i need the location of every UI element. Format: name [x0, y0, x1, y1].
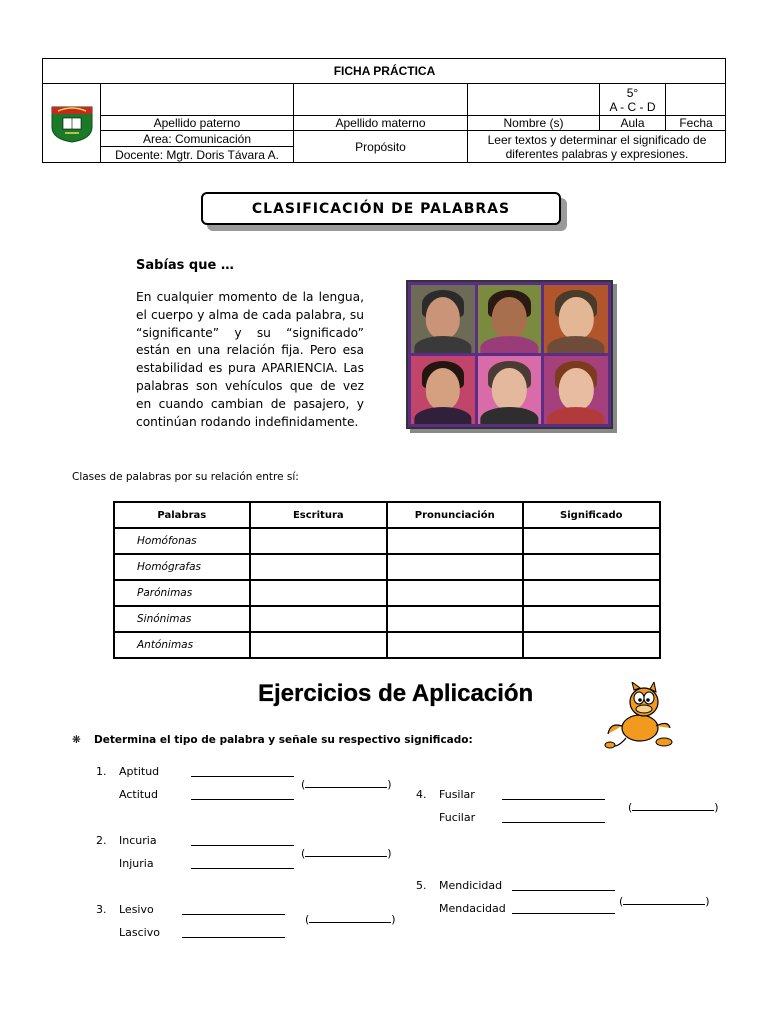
portrait-photo	[411, 356, 475, 424]
table-cell[interactable]	[387, 528, 523, 554]
apellido-materno-blank	[294, 84, 468, 116]
portrait-photo	[544, 285, 608, 353]
exercise-number: 3.	[96, 903, 107, 916]
answer-parenthesis[interactable]: ( )	[305, 913, 396, 926]
portrait-photo	[544, 356, 608, 424]
nombres-blank	[468, 84, 600, 116]
exercise-word: Injuria	[119, 857, 154, 870]
exercise-number: 5.	[416, 879, 427, 892]
answer-line[interactable]	[191, 868, 294, 869]
table-cell[interactable]	[387, 554, 523, 580]
answer-line[interactable]	[191, 799, 294, 800]
answer-line[interactable]	[502, 799, 605, 800]
exercise-word: Actitud	[119, 788, 159, 801]
table-cell[interactable]	[387, 580, 523, 606]
clases-label: Clases de palabras por su relación entre sí:	[72, 471, 299, 483]
table-cell[interactable]	[387, 632, 523, 658]
table-header: Significado	[523, 502, 660, 528]
intro-paragraph: En cualquier momento de la lengua, el cuerpo y alma de cada palabra, su “significante” y su “significado” están en una relación fija. Pero esa estabilidad es pura APARIENCIA. Las palabras son vehículos que de vez en cuando cambian de pasajero, y continúan rodando indefinidamente.	[136, 290, 364, 429]
table-row	[114, 606, 660, 632]
photo-collage	[406, 280, 613, 429]
intro-title: Sabías que …	[136, 258, 234, 273]
nombres-label: Nombre (s)	[468, 116, 600, 131]
answer-line[interactable]	[512, 890, 615, 891]
table-cell[interactable]	[523, 528, 660, 554]
exercise-number: 1.	[96, 765, 107, 778]
answer-parenthesis[interactable]: ( )	[301, 847, 392, 860]
word-classes-table	[113, 501, 661, 659]
word-class-label: Homógrafas	[114, 554, 250, 580]
answer-line[interactable]	[182, 937, 285, 938]
exercise-word: Aptitud	[119, 765, 160, 778]
exercise-number: 4.	[416, 788, 427, 801]
table-cell[interactable]	[523, 632, 660, 658]
table-cell[interactable]	[250, 580, 387, 606]
section-heading: CLASIFICACIÓN DE PALABRAS	[201, 192, 561, 225]
fecha-blank	[666, 84, 726, 116]
exercise-word: Lascivo	[119, 926, 160, 939]
table-header: Pronunciación	[387, 502, 523, 528]
portrait-photo	[478, 356, 542, 424]
docente-label: Docente: Mgtr. Doris Távara A.	[101, 147, 294, 163]
table-row	[114, 554, 660, 580]
exercise-word: Lesivo	[119, 903, 154, 916]
table-cell[interactable]	[250, 528, 387, 554]
portrait-photo	[478, 285, 542, 353]
table-cell[interactable]	[250, 606, 387, 632]
word-class-label: Antónimas	[114, 632, 250, 658]
answer-line[interactable]	[512, 913, 615, 914]
exercise-word: Incuria	[119, 834, 157, 847]
apellido-materno-label: Apellido materno	[294, 116, 468, 131]
exercise-number: 2.	[96, 834, 107, 847]
table-cell[interactable]	[523, 554, 660, 580]
word-class-label: Sinónimas	[114, 606, 250, 632]
instruction	[72, 734, 473, 746]
answer-parenthesis[interactable]: ( )	[628, 801, 719, 814]
exercise-word: Mendacidad	[439, 902, 506, 915]
table-cell[interactable]	[250, 554, 387, 580]
answer-line[interactable]	[191, 845, 294, 846]
school-logo	[50, 103, 94, 143]
apellido-paterno-label: Apellido paterno	[101, 116, 294, 131]
instruction-text: Determina el tipo de palabra y señale su respectivo significado:	[94, 734, 473, 746]
answer-parenthesis[interactable]: ( )	[301, 778, 392, 791]
table-cell[interactable]	[250, 632, 387, 658]
fecha-label: Fecha	[666, 116, 726, 131]
table-row	[114, 632, 660, 658]
word-class-label: Homófonas	[114, 528, 250, 554]
table-header: Escritura	[250, 502, 387, 528]
table-cell[interactable]	[523, 580, 660, 606]
grade-cell	[600, 84, 666, 116]
exercise-word: Fusilar	[439, 788, 475, 801]
exercise-word: Fucilar	[439, 811, 476, 824]
proposito-text: Leer textos y determinar el significado de diferentes palabras y expresiones.	[487, 133, 707, 161]
ejercicios-title: Ejercicios de Aplicación	[258, 680, 534, 707]
header-table	[42, 58, 726, 163]
cartoon-cat-icon	[604, 682, 676, 752]
table-cell[interactable]	[523, 606, 660, 632]
apellido-paterno-blank	[101, 84, 294, 116]
school-logo-cell	[43, 84, 101, 162]
table-header: Palabras	[114, 502, 250, 528]
table-row	[114, 528, 660, 554]
sections: A - C - D	[609, 99, 656, 114]
table-row	[114, 580, 660, 606]
bullet-icon: ❋	[72, 734, 81, 746]
table-cell[interactable]	[387, 606, 523, 632]
answer-line[interactable]	[502, 822, 605, 823]
aula-label: Aula	[600, 116, 666, 131]
sheet-title: FICHA PRÁCTICA	[43, 59, 726, 84]
portrait-photo	[411, 285, 475, 353]
grade: 5°	[626, 85, 639, 100]
answer-line[interactable]	[182, 914, 285, 915]
exercise-word: Mendicidad	[439, 879, 503, 892]
answer-parenthesis[interactable]: ( )	[619, 895, 710, 908]
answer-line[interactable]	[191, 776, 294, 777]
word-class-label: Parónimas	[114, 580, 250, 606]
proposito-label: Propósito	[294, 131, 468, 163]
area-label: Area: Comunicación	[101, 131, 294, 147]
